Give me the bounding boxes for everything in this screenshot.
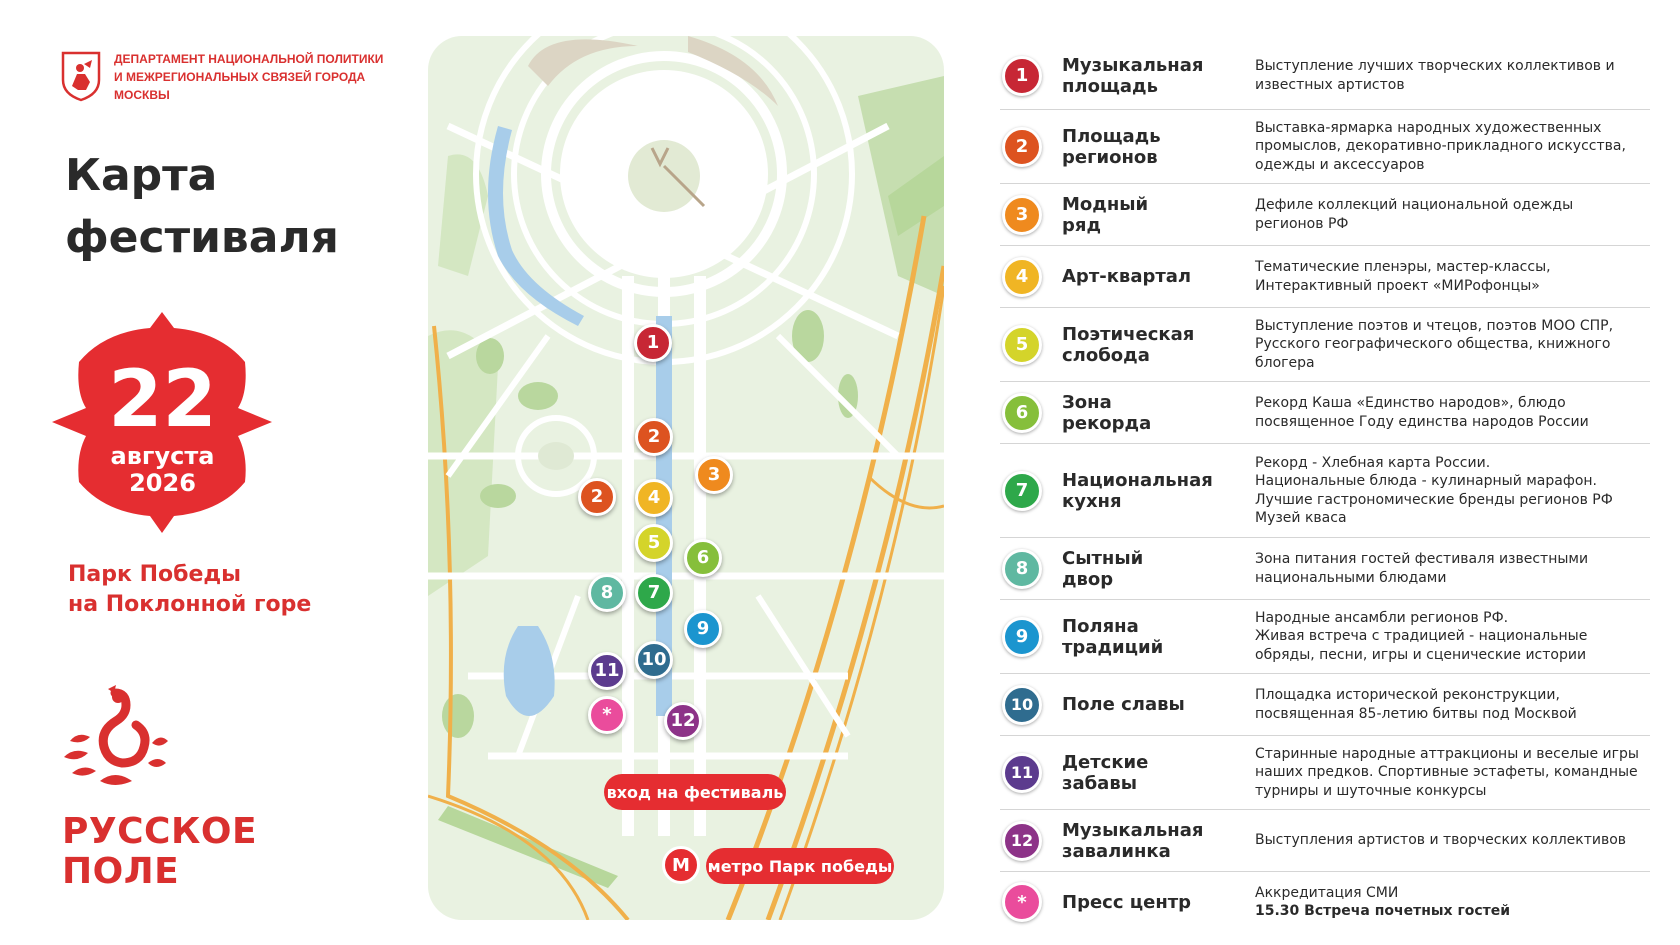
date-month: августа — [110, 442, 215, 470]
legend-number: 6 — [1002, 393, 1042, 433]
legend-zone-description: Народные ансамбли регионов РФ. Живая встреча с традицией - национальные обряды, песни, игры и сценические истории — [1255, 609, 1588, 663]
legend-number: 1 — [1002, 56, 1042, 96]
moscow-coat-of-arms-icon — [60, 50, 102, 102]
legend-zone-description: Зона питания гостей фестиваля известными национальными блюдами — [1255, 551, 1589, 586]
press-accreditation: Аккредитация СМИ — [1255, 884, 1399, 901]
map-marker-7[interactable]: 7 — [635, 574, 673, 612]
map-marker-8[interactable]: 8 — [588, 574, 626, 612]
map-marker-10[interactable]: 10 — [635, 641, 673, 679]
map-marker-2-secondary[interactable]: 2 — [578, 478, 616, 516]
date-year: 2026 — [129, 469, 196, 497]
legend-row-8[interactable] — [1000, 538, 1650, 600]
date-badge — [50, 310, 275, 535]
map-marker-9[interactable]: 9 — [684, 610, 722, 648]
legend-row-1[interactable] — [1000, 42, 1650, 110]
map-marker-12[interactable]: 12 — [664, 702, 702, 740]
legend-row-9[interactable] — [1000, 600, 1650, 674]
festival-map[interactable] — [428, 36, 944, 920]
legend-zone-name: Детские забавы — [1062, 751, 1149, 794]
legend-row-7[interactable] — [1000, 444, 1650, 538]
legend-number: 2 — [1002, 127, 1042, 167]
legend-zone-name: Зона рекорда — [1062, 391, 1152, 434]
legend-number: 3 — [1002, 195, 1042, 235]
legend-row-11[interactable] — [1000, 736, 1650, 810]
date-day: 22 — [108, 355, 217, 445]
map-marker-5[interactable]: 5 — [635, 524, 673, 562]
venue-name: Парк Победы на Поклонной горе — [68, 562, 312, 617]
metro-label[interactable]: метро Парк победы — [706, 848, 894, 884]
department-name: ДЕПАРТАМЕНТ НАЦИОНАЛЬНОЙ ПОЛИТИКИ И МЕЖРЕГИОНАЛЬНЫХ СВЯЗЕЙ ГОРОДА МОСКВЫ — [114, 52, 384, 102]
legend-number: 12 — [1002, 821, 1042, 861]
legend-zone-name: Национальная кухня — [1062, 469, 1213, 512]
legend-zone-name: Арт-квартал — [1062, 266, 1192, 287]
map-marker-6[interactable]: 6 — [684, 539, 722, 577]
legend-zone-name: Поэтическая слобода — [1062, 323, 1195, 366]
legend-zone-name: Пресс центр — [1062, 891, 1192, 913]
map-marker-2[interactable]: 2 — [635, 418, 673, 456]
metro-icon: М — [662, 846, 700, 884]
legend-number: 4 — [1002, 257, 1042, 297]
legend-number: 8 — [1002, 549, 1042, 589]
map-marker-4[interactable]: 4 — [635, 479, 673, 517]
legend-number: 7 — [1002, 471, 1042, 511]
department-header — [60, 50, 384, 104]
legend-zone-description — [1255, 865, 1650, 939]
legend-row-5[interactable] — [1000, 308, 1650, 382]
legend-zone-description: Выступление поэтов и чтецов, поэтов МОО СПР, Русского географического общества, книжного блогера — [1255, 317, 1614, 371]
legend-row-6[interactable] — [1000, 382, 1650, 444]
legend-zone-description: Выступление лучших творческих коллективов и известных артистов — [1255, 58, 1615, 93]
legend-number: * — [1002, 882, 1042, 922]
legend-number: 11 — [1002, 753, 1042, 793]
legend-zone-description: Выступления артистов и творческих коллективов — [1255, 832, 1627, 849]
legend-zone-name: Сытный двор — [1062, 547, 1144, 590]
legend-zone-description: Старинные народные аттракционы и веселые игры наших предков. Спортивные эстафеты, командные турниры и шуточные конкурсы — [1255, 745, 1639, 799]
legend-zone-description: Рекорд Каша «Единство народов», блюдо посвященное Году единства народов России — [1255, 395, 1589, 430]
legend-zone-name: Поляна традиций — [1062, 615, 1164, 658]
festival-logo-text: РУССКОЕ ПОЛЕ — [62, 811, 258, 892]
legend-number: 10 — [1002, 685, 1042, 725]
legend-zone-name: Музыкальная завалинка — [1062, 819, 1204, 862]
legend-zone-name: Поле славы — [1062, 694, 1185, 715]
legend-zone-description: Дефиле коллекций национальной одежды регионов РФ — [1255, 197, 1574, 232]
legend-row-2[interactable] — [1000, 110, 1650, 184]
legend-row-12[interactable] — [1000, 810, 1650, 872]
legend-row-3[interactable] — [1000, 184, 1650, 246]
legend-row-10[interactable] — [1000, 674, 1650, 736]
legend-zone-description: Площадка исторической реконструкции, посвященная 85-летию битвы под Москвой — [1255, 687, 1577, 722]
legend-zone-name: Музыкальная площадь — [1062, 54, 1204, 97]
map-marker-3[interactable]: 3 — [695, 456, 733, 494]
page-title: Карта фестиваля — [65, 150, 339, 263]
legend — [1000, 42, 1650, 932]
legend-zone-name: Площадь регионов — [1062, 125, 1161, 168]
firebird-swan-icon — [60, 685, 170, 795]
map-marker-11[interactable]: 11 — [588, 652, 626, 690]
entrance-label[interactable]: вход на фестиваль — [604, 774, 786, 810]
legend-zone-description: Выставка-ярмарка народных художественных промыслов, декоративно-прикладного искусства, одежды и аксессуаров — [1255, 119, 1626, 173]
legend-row-4[interactable] — [1000, 246, 1650, 308]
press-guest-meeting: 15.30 Встреча почетных гостей — [1255, 903, 1511, 919]
map-marker-press[interactable]: * — [588, 696, 626, 734]
legend-number: 9 — [1002, 617, 1042, 657]
legend-zone-description: Рекорд - Хлебная карта России. Национальные блюда - кулинарный марафон. Лучшие гастрономические бренды регионов РФ Музей кваса — [1255, 454, 1613, 526]
map-marker-1[interactable]: 1 — [634, 324, 672, 362]
legend-zone-description: Тематические пленэры, мастер-классы, Интерактивный проект «МИРофонцы» — [1255, 259, 1551, 294]
legend-zone-name: Модный ряд — [1062, 193, 1149, 236]
legend-row-press[interactable] — [1000, 872, 1650, 932]
legend-number: 5 — [1002, 325, 1042, 365]
